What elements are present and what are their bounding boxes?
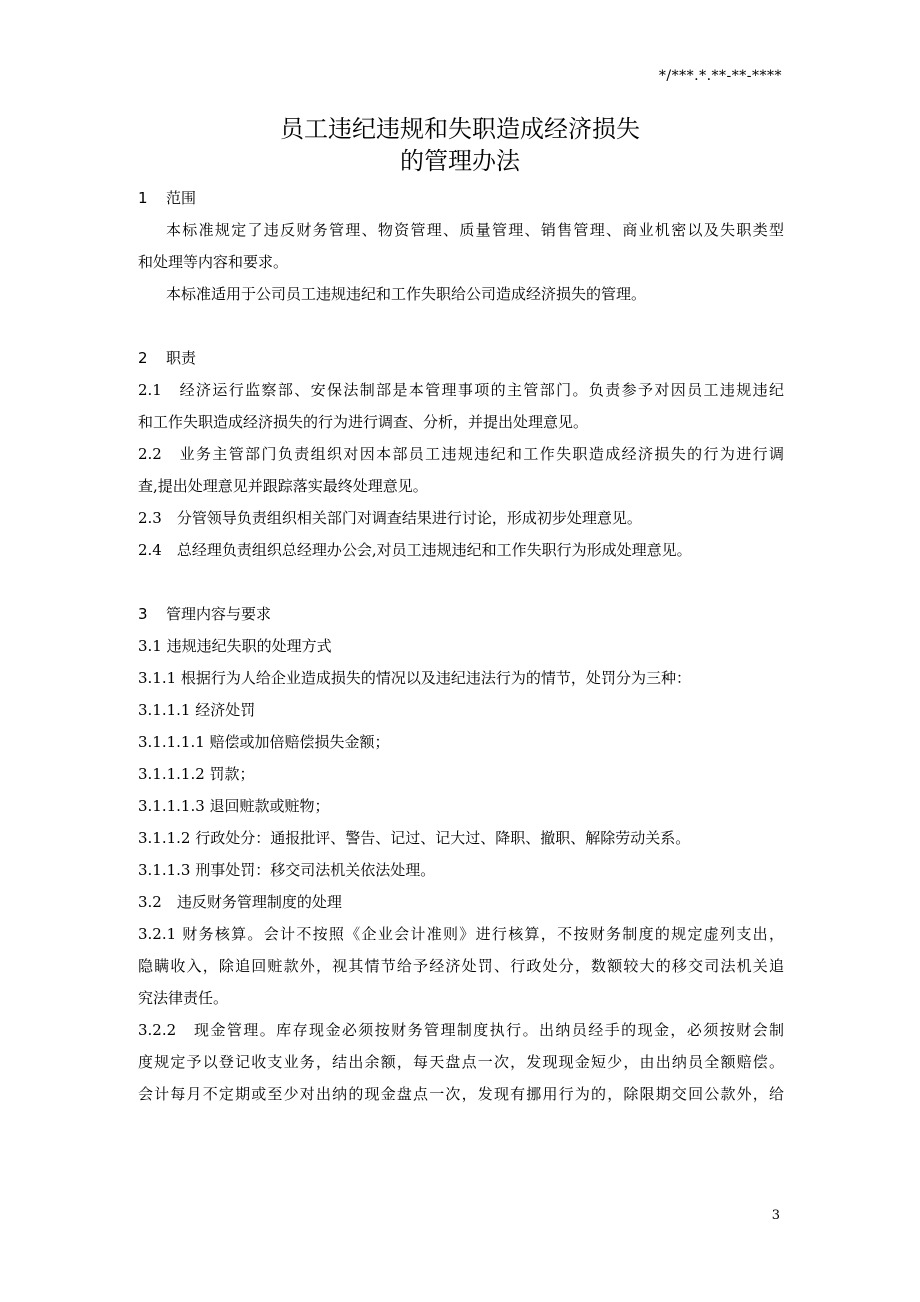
paragraph-line: 会计每月不定期或至少对出纳的现金盘点一次，发现有挪用行为的，除限期交回公款外，给 xyxy=(138,1085,784,1103)
section-gap xyxy=(138,310,784,342)
paragraph-line: 2.4 总经理负责组织总经理办公会,对员工违规违纪和工作失职行为形成处理意见。 xyxy=(138,541,692,559)
section-heading xyxy=(138,598,784,630)
section-gap xyxy=(138,566,784,598)
section-title: 管理内容与要求 xyxy=(166,605,272,623)
paragraph-line: 3.1.1.1.1 赔偿或加倍赔偿损失金额； xyxy=(138,733,390,751)
paragraph-line: 本标准适用于公司员工违规违纪和工作失职给公司造成经济损失的管理。 xyxy=(166,285,647,303)
section-heading xyxy=(138,182,784,214)
section-heading xyxy=(138,342,784,374)
paragraph-line: 3.1.1.2 行政处分：通报批评、警告、记过、记大过、降职、撤职、解除劳动关系。 xyxy=(138,829,691,847)
paragraph-line: 究法律责任。 xyxy=(138,989,229,1007)
section-number: 3 xyxy=(138,605,148,623)
paragraph-line: 隐瞒收入，除追回赃款外，视其情节给予经济处罚、行政处分，数额较大的移交司法机关追 xyxy=(138,957,784,975)
paragraph-line: 2.2 业务主管部门负责组织对因本部员工违规违纪和工作失职造成经济损失的行为进行调 xyxy=(138,445,784,463)
title-line-2: 的管理办法 xyxy=(400,147,520,175)
section-number: 2 xyxy=(138,349,148,367)
page-number: 3 xyxy=(771,1208,780,1223)
document-title xyxy=(0,113,920,177)
title-line-1: 员工违纪违规和失职造成经济损失 xyxy=(280,115,640,143)
section-title: 职责 xyxy=(166,349,197,367)
paragraph-line: 查,提出处理意见并跟踪落实最终处理意见。 xyxy=(138,477,428,495)
paragraph-line: 和工作失职造成经济损失的行为进行调查、分析，并提出处理意见。 xyxy=(138,413,589,431)
paragraph-line: 3.1 违规违纪失职的处理方式 xyxy=(138,637,332,655)
document-code: */***.*.**-**-**** xyxy=(658,68,782,84)
paragraph-line: 3.1.1.1.3 退回赃款或赃物； xyxy=(138,797,330,815)
paragraph-line: 和处理等内容和要求。 xyxy=(138,253,289,271)
paragraph-line: 3.2.2 现金管理。库存现金必须按财务管理制度执行。出纳员经手的现金，必须按财会制 xyxy=(138,1021,784,1039)
paragraph-line: 3.2.1 财务核算。会计不按照《企业会计准则》进行核算，不按财务制度的规定虚列支出， xyxy=(138,925,784,943)
paragraph-line: 度规定予以登记收支业务，结出余额，每天盘点一次，发现现金短少，由出纳员全额赔偿。 xyxy=(138,1053,784,1071)
paragraph-line: 3.1.1.1.2 罚款； xyxy=(138,765,255,783)
document-body xyxy=(138,182,784,1110)
paragraph-line: 2.3 分管领导负责组织相关部门对调查结果进行讨论，形成初步处理意见。 xyxy=(138,509,642,527)
paragraph-line: 3.1.1.1 经济处罚 xyxy=(138,701,256,719)
section-number: 1 xyxy=(138,189,148,207)
paragraph-line: 本标准规定了违反财务管理、物资管理、质量管理、销售管理、商业机密以及失职类型 xyxy=(166,221,784,239)
paragraph-line: 3.1.1 根据行为人给企业造成损失的情况以及违纪违法行为的情节，处罚分为三种： xyxy=(138,669,691,687)
section-title: 范围 xyxy=(166,189,197,207)
paragraph-line: 3.1.1.3 刑事处罚：移交司法机关依法处理。 xyxy=(138,861,436,879)
paragraph-line: 2.1 经济运行监察部、安保法制部是本管理事项的主管部门。负责参予对因员工违规违纪 xyxy=(138,381,784,399)
paragraph-line: 3.2 违反财务管理制度的处理 xyxy=(138,893,342,911)
